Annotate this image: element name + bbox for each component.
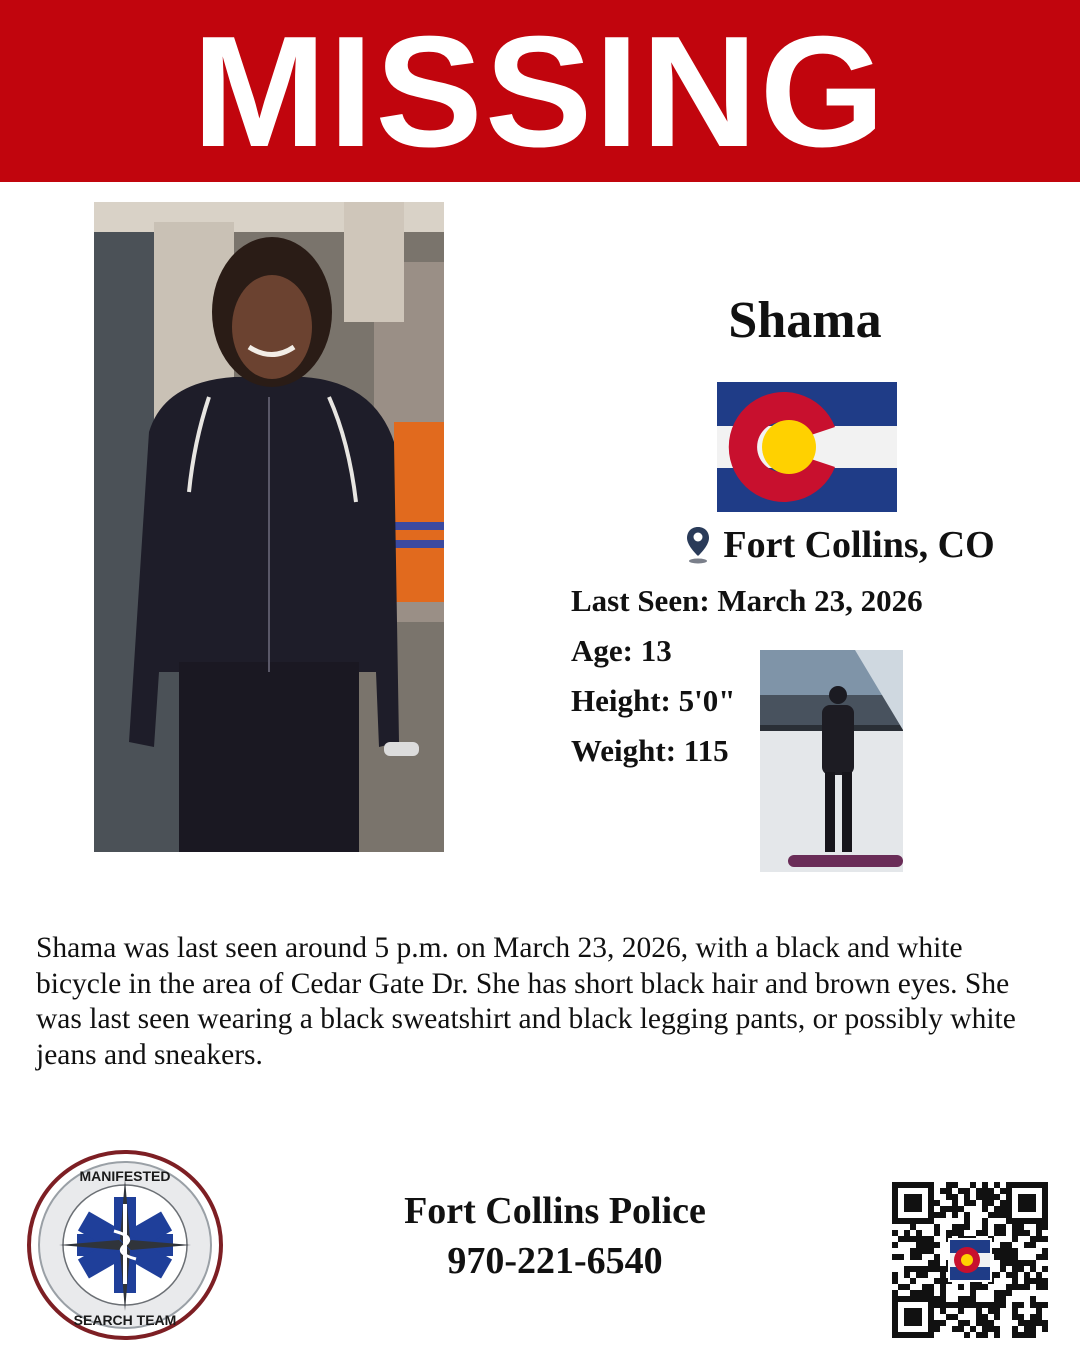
contact-block bbox=[360, 1186, 750, 1286]
logo-top-text: MANIFESTED bbox=[79, 1168, 171, 1184]
second-photo bbox=[760, 650, 903, 872]
phone-number[interactable]: 970-221-6540 bbox=[447, 1240, 663, 1282]
location bbox=[560, 523, 1050, 567]
last-seen-text: Last Seen: March 23, 2026 bbox=[571, 583, 923, 618]
colorado-flag-icon bbox=[717, 382, 897, 512]
logo-bottom-text: SEARCH TEAM bbox=[73, 1312, 177, 1328]
map-pin-icon bbox=[685, 525, 711, 565]
banner-title: MISSING bbox=[192, 4, 888, 180]
location-text: Fort Collins, CO bbox=[723, 524, 995, 566]
missing-banner bbox=[0, 0, 1080, 182]
main-photo bbox=[94, 202, 444, 852]
qr-code-icon[interactable] bbox=[890, 1180, 1050, 1340]
agency-name: Fort Collins Police bbox=[404, 1190, 706, 1232]
weight-text: Weight: 115 bbox=[571, 733, 729, 768]
age-text: Age: 13 bbox=[571, 633, 672, 668]
description: Shama was last seen around 5 p.m. on March 23, 2026, with a black and white bicycle in the area of Cedar Gate Dr. She has short black hair and brown eyes. She was last seen wearing a black sweatshirt and black legging pants, or possibly white jeans and sneakers. bbox=[36, 932, 1016, 1071]
height-text: Height: 5'0" bbox=[571, 683, 736, 718]
manifested-search-team-logo bbox=[26, 1149, 224, 1341]
person-name: Shama bbox=[728, 292, 882, 349]
